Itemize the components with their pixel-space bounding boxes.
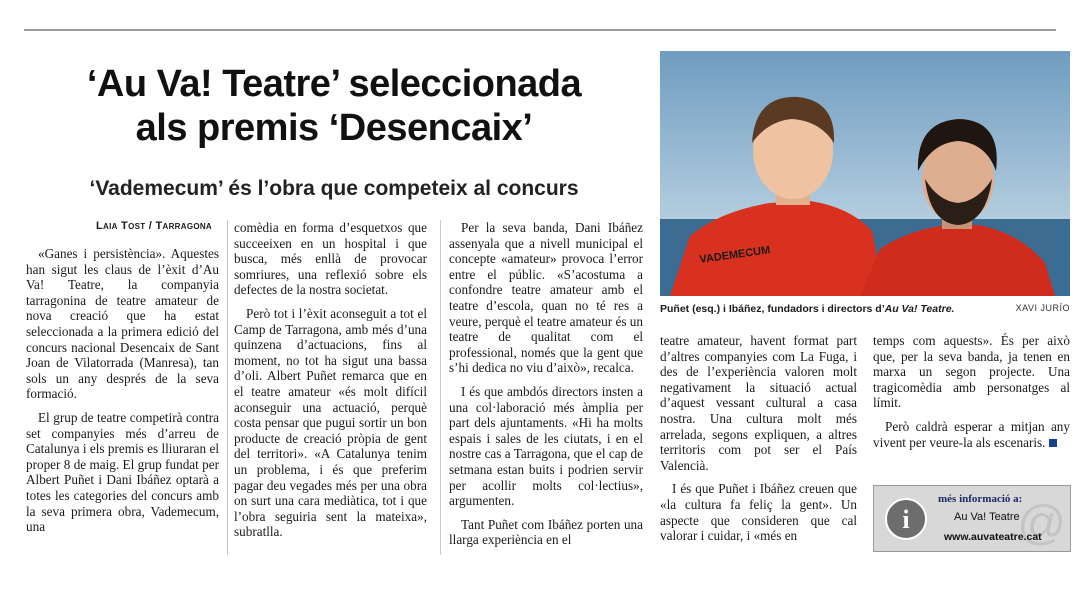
photo-credit: XAVI JURÍO [1015, 303, 1070, 313]
article-column-1 [26, 246, 219, 543]
caption-prefix: Puñet (esq.) i Ibáñez, fundadors i directors d’ [660, 303, 885, 315]
at-sign-icon: @ [1017, 497, 1066, 550]
paragraph: Però tot i l’èxit aconseguit a tot el Camp de Tarragona, amb més d’una quinzena d’actuacions, fins al moment, no tot ha sigut una bassa d’oli. Albert Puñet remarca que en el teatre amateur «és molt difícil aconseguir una actuació, perquè costa pensar que pugui sortir un bon producte de creació pròpia de gent del territori». «A Catalunya tenim un problema, i és que preferim pagar deu vegades més per una obra on surt una cara mediàtica, tot i que l’obra seguiria sent la mateixa», subratlla. [234, 305, 427, 540]
info-box-title: més informació a: [938, 493, 1023, 505]
article-column-5 [873, 333, 1070, 458]
paragraph: I és que Puñet i Ibáñez creuen que «la cultura fa feliç la gent». Un aspecte que consideren que cal valorar i cuidar, i «més en [660, 481, 857, 544]
closing-text: Però caldrà esperar a mitjan any vivent per veure-la als escenaris. [873, 418, 1070, 450]
article-photo [660, 51, 1070, 296]
sky [660, 51, 1070, 226]
shirt-print: VADEMECUM [698, 244, 772, 266]
photo-caption [660, 303, 1070, 315]
headline [28, 62, 640, 150]
caption-text [660, 303, 954, 315]
paragraph: comèdia en forma d’esquetxos que succeeixen en un hospital i que busca, més enllà de provocar somriures, una reflexió sobre els defectes de la nostra societat. [234, 220, 427, 298]
headline-line-1: ‘Au Va! Teatre’ seleccionada [86, 63, 582, 105]
caption-title: Au Va! Teatre. [884, 303, 955, 315]
byline: Laia Tost / Tarragona [96, 220, 213, 232]
info-icon [884, 497, 928, 541]
paragraph: I és que ambdós directors insten a una col·laboració més àmplia per part dels ajuntaments. «Hi ha molts espais i sales de les ciutats, i en el nostre cas a Tarragona, que el cap de setmana estan buits i podrien servir per acollir molts col·lectius», argumenten. [449, 383, 643, 509]
article-column-4 [660, 333, 857, 552]
headline-line-2: als premis ‘Desencaix’ [135, 107, 533, 149]
article-column-3 [449, 220, 643, 556]
info-box-name: Au Va! Teatre [954, 511, 1020, 523]
column-divider [440, 220, 441, 555]
paragraph: El grup de teatre competirà contra set companyies més d’arreu de Catalunya i els premis es lliuraran el proper 8 de maig. El grup fundat per Albert Puñet i Dani Ibáñez optarà a totes les categories del concurs amb la seva primera obra, Vademecum, una [26, 409, 219, 535]
paragraph [873, 419, 1070, 450]
paragraph: teatre amateur, havent format part d’altres companyies com La Fuga, i des de l’experiència valoren molt negativament la situació actual d’aquest vessant cultural a casa nostra. Una cultura molt més arrelada, segons expliquen, a altres territoris com pot ser el País Valencià. [660, 333, 857, 473]
info-icon-letter: i [902, 505, 910, 534]
top-rule [24, 29, 1056, 31]
info-box-url[interactable]: www.auvateatre.cat [944, 531, 1042, 543]
info-box [873, 485, 1071, 552]
paragraph: «Ganes i persistència». Aquestes han sigut les claus de l’èxit d’Au Va! Teatre, la companyia tarragonina de teatre amateur de nova creació que ha estat seleccionada a la primera edició del concurs nacional Desencaix de Sant Joan de Vilatorrada (Manresa), tan sols un any després de la seva formació. [26, 246, 219, 402]
column-divider [227, 220, 228, 555]
paragraph: temps com aquests». És per això que, per la seva banda, ja tenen en marxa un segon projecte. Una tragicomèdia amb personatges al límit. [873, 333, 1070, 411]
paragraph: Tant Puñet com Ibáñez porten una llarga experiència en el [449, 516, 643, 548]
photo-illustration [660, 51, 1070, 296]
article-column-2 [234, 220, 427, 548]
subheadline: ‘Vademecum’ és l’obra que competeix al concurs [89, 177, 579, 200]
paragraph: Per la seva banda, Dani Ibáñez assenyala que a nivell municipal el concepte «amateur» provoca l’error entre el públic. «S’acostuma a confondre teatre amateur amb el teatre d’escola, quan no té res a veure, perquè el teatre amateur és un teatre de qualitat com el professional, només que la gent que s’hi dedica no viu d’això», recalca. [449, 220, 643, 376]
end-mark-icon [1049, 439, 1057, 447]
